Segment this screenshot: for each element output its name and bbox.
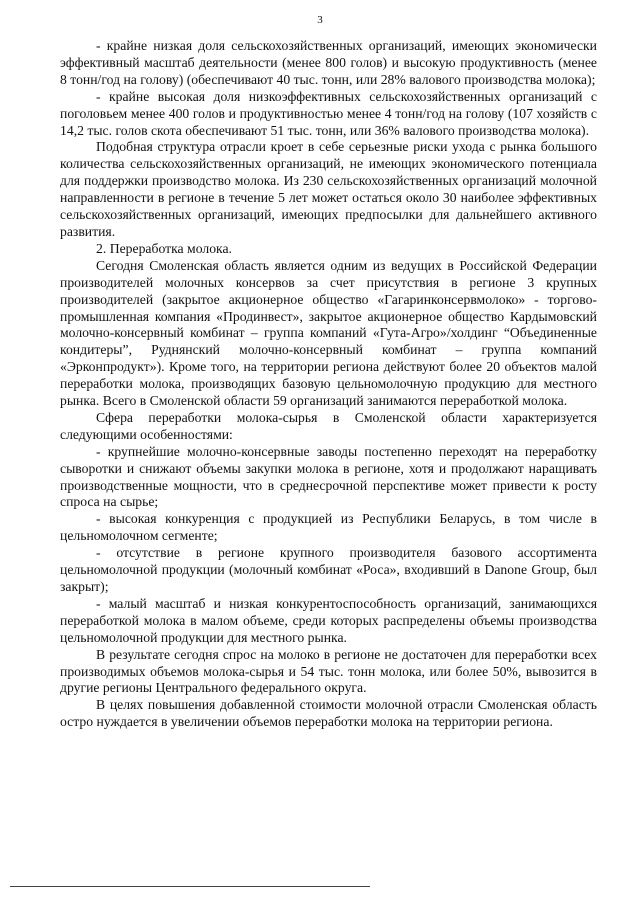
- paragraph-value-added-goal: В целях повышения добавленной стоимости молочной отрасли Смоленская область остро нуждается в увеличении объемов переработки молока на территории региона.: [60, 697, 597, 730]
- paragraph-feature-small-scale: - малый масштаб и низкая конкурентоспособность организаций, занимающихся переработкой молока в малом объеме, среди которых распределены объемы производства цельномолочной продукции для местного рынка.: [60, 595, 597, 645]
- paragraph-feature-whey-processing: - крупнейшие молочно-консервные заводы постепенно переходят на переработку сыворотки и снижают объемы закупки молока в регионе, хотя и продолжают наращивать производственные мощности, что в среднесрочной перспективе может привести к росту спроса на сырье;: [60, 443, 597, 510]
- document-body: [60, 38, 597, 731]
- paragraph-feature-no-large-producer: - отсутствие в регионе крупного производителя базового ассортимента цельномолочной продукции (молочный комбинат «Роса», входивший в Danone Group, был закрыт);: [60, 545, 597, 594]
- paragraph-high-share-inefficient: - крайне высокая доля низкоэффективных сельскохозяйственных организаций с поголовьем менее 400 голов и продуктивностью менее 4 тонн/год на голову (107 хозяйств с 14,2 тыс. голов скота обеспечивают 51 тыс. тонн, или 36% валового производства молока).: [60, 88, 597, 138]
- paragraph-demand-insufficient: В результате сегодня спрос на молоко в регионе не достаточен для переработки всех производимых объемов молока-сырья и 54 тыс. тонн молока, или более 50%, вывозится в другие регионы Центрального федерального округа.: [60, 646, 597, 696]
- paragraph-feature-belarus-competition: - высокая конкуренция с продукцией из Республики Беларусь, в том числе в цельномолочном сегменте;: [60, 511, 597, 544]
- footer-rule: [10, 886, 370, 887]
- paragraph-structure-risks: Подобная структура отрасли кроет в себе серьезные риски ухода с рынка большого количества сельскохозяйственных организаций, не имеющих экономического потенциала для поддержки производство молока. Из 230 сельскохозяйственных организаций молочной направленности в регионе в течение 5 лет может остаться около 30 наиболее эффективных сельскохозяйственных организаций, имеющих предпосылки для дальнейшего активного развития.: [60, 139, 597, 239]
- paragraph-processing-features-intro: Сфера переработки молока-сырья в Смоленской области характеризуется следующими особенностями:: [60, 409, 597, 442]
- section-heading-milk-processing: 2. Переработка молока.: [96, 240, 232, 256]
- paragraph-canned-milk-producers: Сегодня Смоленская область является одним из ведущих в Российской Федерации производителей молочных консервов за счет присутствия в регионе 3 крупных производителей (закрытое акционерное общество «Гагаринконсервмолоко» - торгово-промышленная компания «Продинвест», закрытое акционерное общество Кардымовский молочно-консервный комбинат – группа компаний «Гута-Агро»/холдинг “Объединенные кондитеры”, Руднянский молочно-консервный комбинат – группа компаний «Эрконпродукт»). Кроме того, на территории региона действуют более 20 объектов малой переработки молока, производящих базовую цельномолочную продукцию для местного рынка. Всего в Смоленской области 59 организаций занимаются переработкой молока.: [60, 257, 597, 409]
- paragraph-low-share-efficient: - крайне низкая доля сельскохозяйственных организаций, имеющих экономически эффективный масштаб деятельности (менее 800 голов) и высокую продуктивность (менее 8 тонн/год на голову) (обеспечивают 40 тыс. тонн, или 28% валового производства молока);: [60, 38, 597, 87]
- page-number: 3: [317, 14, 323, 26]
